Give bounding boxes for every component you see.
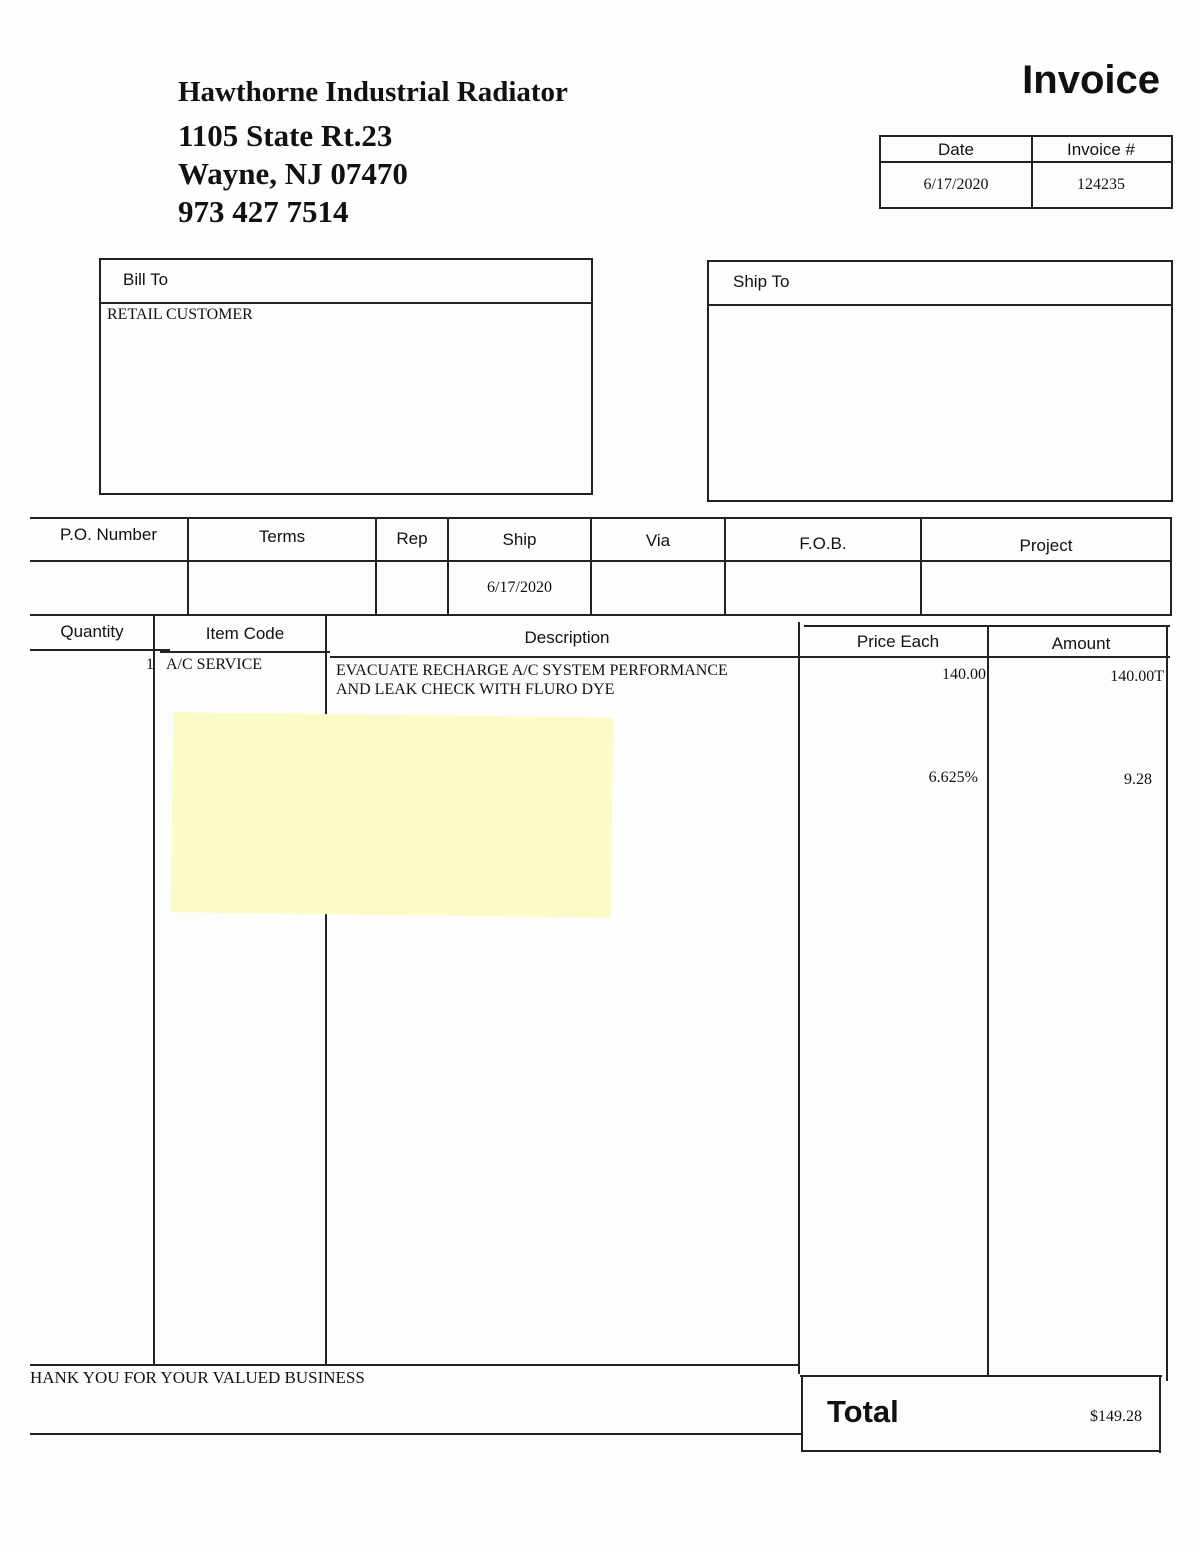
divider [330,656,1170,658]
line-quantity: 1 [146,656,154,673]
rep-header: Rep [396,529,428,548]
invoice-meta-box [879,135,1173,209]
divider [153,616,155,1364]
company-address-line1: 1105 State Rt.23 [178,118,393,153]
ship-to-label: Ship To [709,262,1171,306]
date-label: Date [881,137,1031,163]
divider [802,1450,1160,1452]
sticky-note [171,712,613,917]
quantity-header: Quantity [60,622,124,641]
line-item-code: A/C SERVICE [166,656,263,673]
tax-amount: 9.28 [1124,771,1152,788]
divider [1166,625,1168,1381]
divider [1159,1377,1161,1453]
bill-to-label: Bill To [101,260,591,304]
divider [801,1375,803,1452]
line-price-each: 140.00 [942,666,986,683]
divider [30,1433,802,1435]
document-title: Invoice [1022,58,1160,102]
bill-to-box [99,258,593,495]
divider [920,517,922,616]
bill-to-value: RETAIL CUSTOMER [107,306,253,323]
po-number-header: P.O. Number [59,525,157,544]
total-label: Total [827,1394,899,1429]
divider [798,622,800,1374]
divider [30,614,1172,616]
invoice-number: 124235 [1077,176,1125,193]
fob-header: F.O.B. [799,534,847,553]
divider [160,651,330,653]
ship-to-value [709,306,1171,310]
terms-header: Terms [258,527,306,546]
price-each-header: Price Each [856,632,940,651]
divider [30,517,1172,519]
divider [724,517,726,616]
company-name: Hawthorne Industrial Radiator [178,76,568,108]
company-address-line2: Wayne, NJ 07470 [178,156,408,191]
via-header: Via [645,531,671,550]
ship-to-box [707,260,1173,502]
ship-date-value: 6/17/2020 [487,579,552,596]
invoice-date: 6/17/2020 [923,176,989,193]
divider [30,560,1172,562]
thank-you-message: HANK YOU FOR YOUR VALUED BUSINESS [30,1368,365,1387]
amount-header: Amount [1051,634,1111,653]
divider [30,1364,800,1366]
line-amount: 140.00T [1110,668,1164,685]
line-description-2: AND LEAK CHECK WITH FLURO DYE [336,681,615,698]
divider [1170,517,1172,616]
invoice-number-label: Invoice # [1031,137,1171,163]
line-description-1: EVACUATE RECHARGE A/C SYSTEM PERFORMANCE [336,662,728,679]
ship-header: Ship [502,530,537,549]
project-header: Project [1019,536,1073,555]
divider [800,1375,1162,1377]
company-phone: 973 427 7514 [178,194,349,229]
description-header: Description [524,628,610,647]
item-code-header: Item Code [205,624,285,643]
total-value: $149.28 [1090,1408,1142,1425]
tax-rate: 6.625% [928,769,978,786]
divider [30,649,170,651]
divider [987,625,989,1377]
